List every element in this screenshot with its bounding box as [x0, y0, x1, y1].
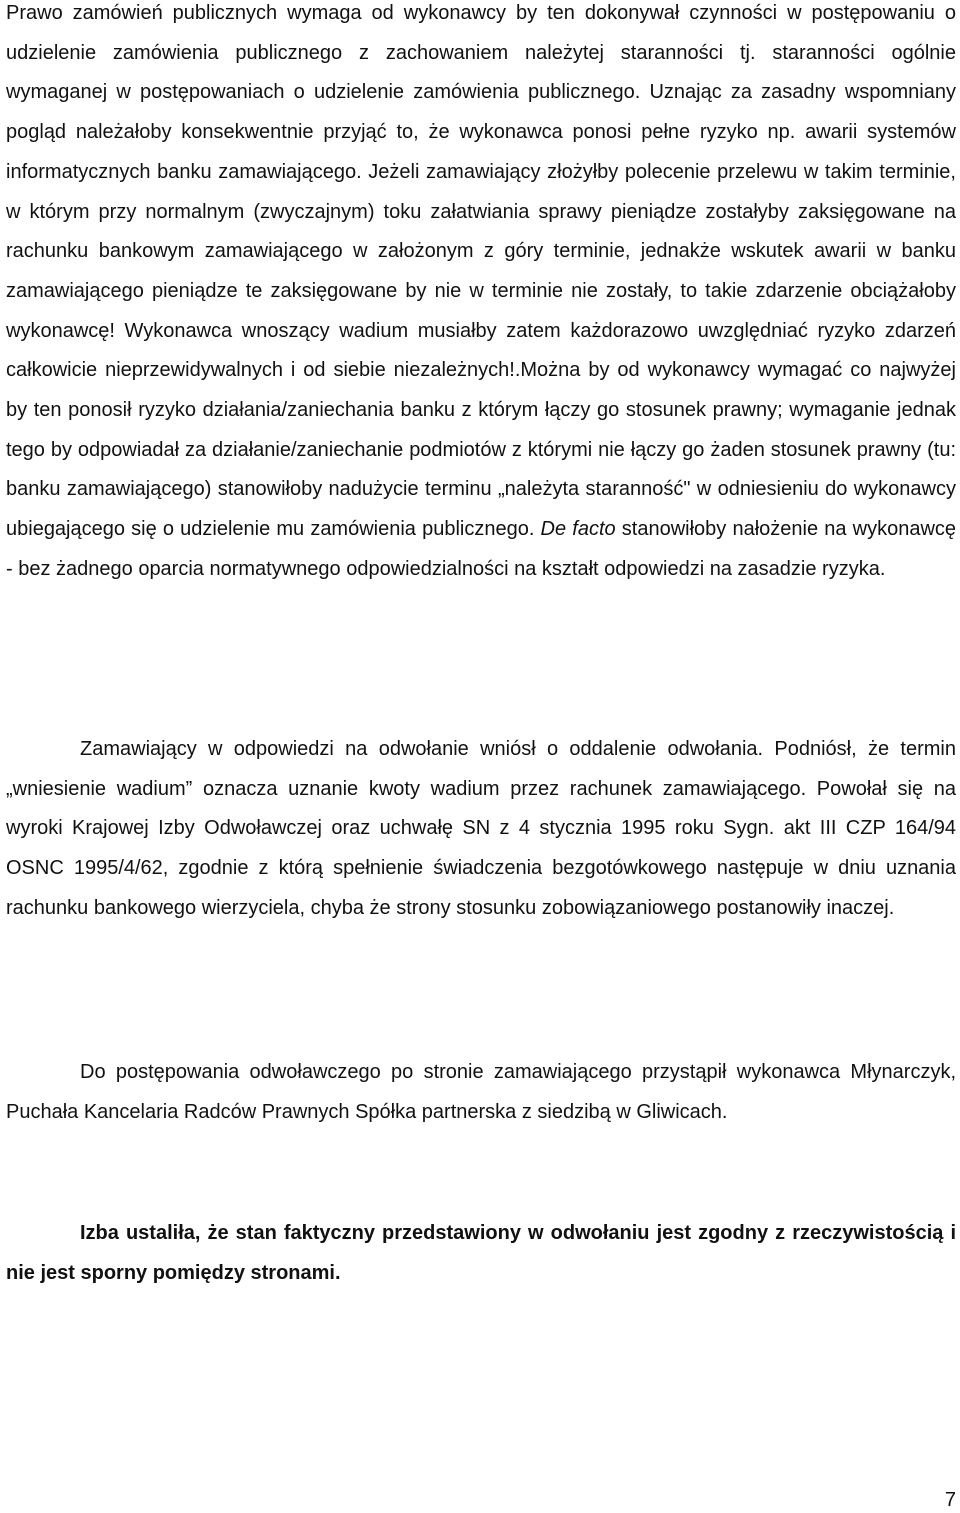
- paragraph-1-text-continued: stanowiłoby nałożenie na wykonawcę - bez żadnego oparcia normatywnego odpowiedzialności na kształt odpowiedzi na zasadzie ryzyka.: [6, 518, 957, 580]
- paragraph-3: Do postępowania odwoławczego po stronie zamawiającego przystąpił wykonawca Młynarczyk, Puchała Kancelaria Radców Prawnych Spółka partnerska z siedzibą w Gliwicach.: [6, 1061, 956, 1123]
- paragraph-1-text: Prawo zamówień publicznych wymaga od wykonawcy by ten dokonywał czynności w postępowaniu o udzielenie zamówienia publicznego z zachowaniem należytej staranności tj. staranności ogólnie wymaganej w postępowaniach o udzielenie zamówienia publicznego. Uznając za zasadny wspomniany pogląd należałoby konsekwentnie przyjąć to, że wykonawca ponosi pełne ryzyko np. awarii systemów informatycznych banku zamawiającego. Jeżeli zamawiający złożyłby polecenie przelewu w takim terminie, w którym przy normalnym (zwyczajnym) toku załatwiania sprawy pieniądze zostałyby zaksięgowane na rachunku bankowym zamawiającego w założonym z góry terminie, jednakże wskutek awarii w banku zamawiającego pieniądze te zaksięgowane by nie w terminie nie zostały, to takie zdarzenie obciążałoby wykonawcę! Wykonawca wnoszący wadium musiałby zatem każdorazowo uwzględniać ryzyko zdarzeń całkowicie nieprzewidywalnych i od siebie niezależnych!.Można by od wykonawcy wymagać co najwyżej by ten ponosił ryzyko działania/zaniechania banku z którym łączy go stosunek prawny; wymaganie jednak tego by odpowiadał za działanie/zaniechanie podmiotów z którymi nie łączy go żaden stosunek prawny (tu: banku zamawiającego) stanowiłoby nadużycie terminu „należyta staranność" w odniesieniu do wykonawcy ubiegającego się o udzielenie mu zamówienia publicznego.: [6, 2, 956, 541]
- paragraph-1-italic-phrase: De facto: [540, 518, 616, 541]
- paragraph-2: Zamawiający w odpowiedzi na odwołanie wniósł o oddalenie odwołania. Podniósł, że termin „wniesienie wadium” oznacza uznanie kwoty wadium przez rachunek zamawiającego. Powołał się na wyroki Krajowej Izby Odwoławczej oraz uchwałę SN z 4 stycznia 1995 roku Sygn. akt III CZP 164/94 OSNC 1995/4/62, zgodnie z którą spełnienie świadczenia bezgotówkowego następuje w dniu uznania rachunku bankowego wierzyciela, chyba że strony stosunku zobowiązaniowego postanowiły inaczej.: [6, 738, 956, 919]
- paragraph-4-bold-finding: Izba ustaliła, że stan faktyczny przedstawiony w odwołaniu jest zgodny z rzeczywistością i nie jest sporny pomiędzy stronami.: [6, 1222, 956, 1284]
- paragraph-1: [6, 0, 956, 590]
- page-number: 7: [944, 1489, 956, 1511]
